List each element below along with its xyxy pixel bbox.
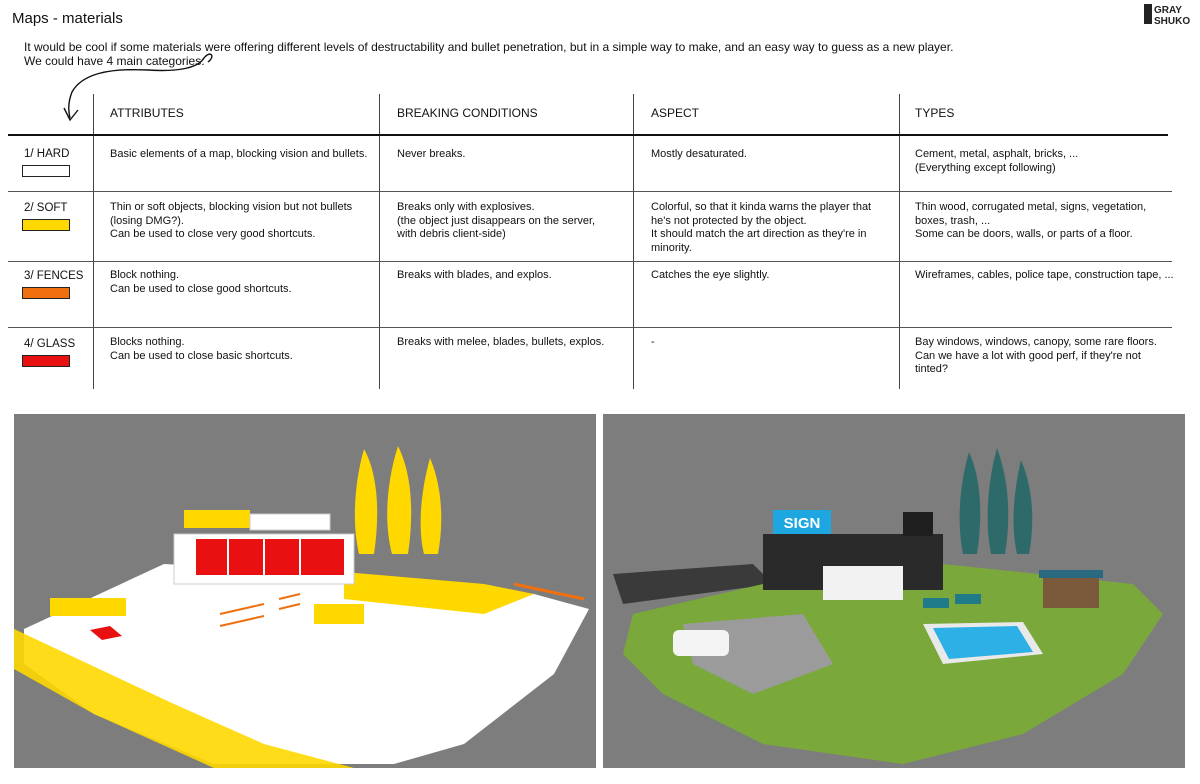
swatch-hard [22, 165, 70, 177]
col-divider [899, 94, 900, 389]
cell-glass-types: Bay windows, windows, canopy, some rare floors. Can we have a lot with good perf, if they're not tinted? [915, 336, 1157, 375]
header-rule [8, 134, 1168, 136]
row-rule [8, 327, 1172, 328]
intro-line-2: We could have 4 main categories: [24, 54, 205, 68]
row-label-glass: 4/ GLASS [24, 338, 76, 350]
col-divider [633, 94, 634, 389]
cell-fences-types: Wireframes, cables, police tape, construction tape, ... [915, 269, 1174, 281]
row-rule [8, 191, 1172, 192]
sign-label: SIGN [783, 515, 821, 532]
cell-soft-attributes: Thin or soft objects, blocking vision but not bullets (losing DMG?). Can be used to close very good shortcuts. [110, 201, 353, 240]
swatch-glass [22, 355, 70, 367]
col-divider [93, 94, 94, 389]
row-label-fences: 3/ FENCES [24, 270, 84, 282]
row-label-hard: 1/ HARD [24, 148, 70, 160]
cell-hard-breaking: Never breaks. [397, 148, 466, 160]
cell-fences-attributes: Block nothing. Can be used to close good shortcuts. [110, 269, 292, 295]
page-title: Maps - materials [12, 10, 123, 27]
logo-line2: SHUKO [1154, 16, 1191, 26]
swatch-soft [22, 219, 70, 231]
cell-hard-types: Cement, metal, asphalt, bricks, ... (Everything except following) [915, 148, 1079, 174]
material-map-illustration [14, 414, 596, 768]
header-types: TYPES [915, 106, 955, 120]
cell-hard-attributes: Basic elements of a map, blocking vision and bullets. [110, 148, 368, 160]
final-look-scene [603, 414, 1185, 768]
cell-hard-aspect: Mostly desaturated. [651, 148, 747, 160]
material-map-scene [14, 414, 596, 768]
cell-glass-attributes: Blocks nothing. Can be used to close basic shortcuts. [110, 336, 293, 362]
header-aspect: ASPECT [651, 106, 700, 120]
swatch-fences [22, 287, 70, 299]
intro-line-1: It would be cool if some materials were offering different levels of destructability and bullet penetration, but in a simple way to make, and an easy way to guess as a new player. [24, 40, 954, 54]
cell-fences-breaking: Breaks with blades, and explos. [397, 269, 552, 281]
cell-glass-breaking: Breaks with melee, blades, bullets, explos. [397, 336, 605, 348]
row-rule [8, 261, 1172, 262]
cell-fences-aspect: Catches the eye slightly. [651, 269, 770, 281]
final-look-illustration [603, 414, 1185, 768]
cell-soft-types: Thin wood, corrugated metal, signs, vegetation, boxes, trash, ... Some can be doors, walls, or parts of a floor. [915, 201, 1147, 240]
logo-line1: GRAY [1154, 5, 1182, 16]
col-divider [379, 94, 380, 389]
cell-soft-aspect: Colorful, so that it kinda warns the player that he's not protected by the object. It should match the art direction as they're in minority. [651, 201, 872, 254]
row-label-soft: 2/ SOFT [24, 202, 68, 214]
header-attributes: ATTRIBUTES [110, 106, 184, 120]
cell-glass-aspect: - [651, 336, 655, 348]
header-breaking: BREAKING CONDITIONS [397, 106, 538, 120]
cell-soft-breaking: Breaks only with explosives. (the object just disappears on the server, with debris client-side) [397, 201, 596, 240]
